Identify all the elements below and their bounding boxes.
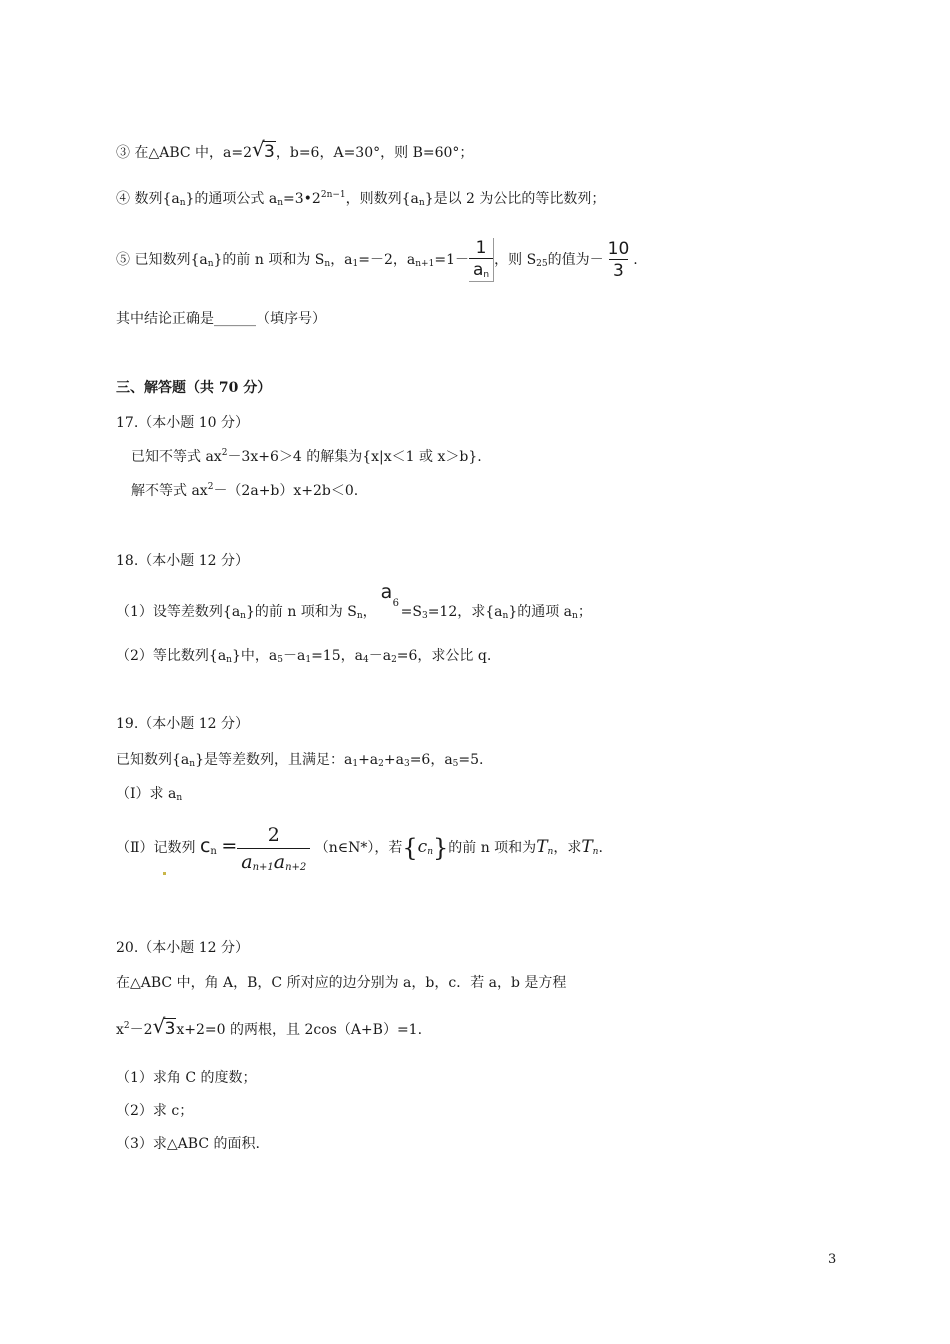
stray-mark — [163, 872, 166, 875]
q19-part-1: （Ⅰ）求 $a_n$ — [116, 786, 183, 803]
sqrt-3: √ 3 — [252, 137, 275, 162]
q18-header: 18.（本小题 12 分） — [116, 553, 249, 569]
q20-line-2: $x^2-2$ √ 3x+2=0 的两根，且 2cos（A+B）=1. — [116, 1014, 423, 1039]
sqrt-3: √ 3 — [152, 1014, 176, 1039]
conclusion-line: 其中结论正确是______（填序号） — [116, 311, 326, 327]
q17-header: 17.（本小题 10 分） — [116, 415, 249, 431]
page-number: 3 — [828, 1252, 837, 1267]
q20-header: 20.（本小题 12 分） — [116, 940, 249, 956]
fraction-2-over-an1an2: $\frac{2}{a_{n+1}a_{n+2}}$ — [237, 822, 310, 875]
item-3-label: ③ — [116, 145, 130, 161]
item-3: ③ 在△ABC 中，a=2 √ 3，b=6，A=30°，则 B=60°； — [116, 137, 474, 162]
item-5-label: ⑤ — [116, 252, 130, 268]
q18-part-2: （2）等比数列$\{a_n\}$中，$a_5-a_1=15$，$a_4-a_2=6$，求公比 q. — [116, 648, 492, 665]
q20-part-2: （2）求 c； — [116, 1103, 194, 1119]
fraction-10-over-3: $\frac{10}{3}$ — [607, 238, 630, 281]
fraction-1-over-an: $\frac{1}{a_n}$ — [469, 238, 494, 282]
q20-line-1: 在△ABC 中，角 A，B，C 所对应的边分别为 a，b，c．若 a，b 是方程 — [116, 975, 567, 991]
q17-line-2: 解不等式 $ax^2-(2a+b)x+2b<0$. — [131, 482, 359, 499]
item-5: ⑤ 已知数列$\{a_n\}$的前 n 项和为 $S_n$，$a_1=-2$，$a_{n+1}=1-$ $\frac{1}{a_n}$ ，则 $S_{25}$的值为－ $\frac{10}{3}$ . — [116, 238, 638, 281]
q19-header: 19.（本小题 12 分） — [116, 716, 249, 732]
q19-part-2: （Ⅱ）记数列 $c_n$ = $\frac{2}{a_{n+1}a_{n+2}}$ （n∈N*），若$\{c_n\}$的前 n 项和为$T_n$，求$T_n$. — [116, 823, 603, 873]
q19-line-1: 已知数列$\{a_n\}$是等差数列，且满足：$a_1+a_2+a_3=6$，$a_5=5$. — [116, 752, 484, 769]
item-4: ④ 数列$\{a_n\}$的通项公式 $a_n=3•2^{2n-1}$，则数列$\{a_n\}$是以 2 为公比的等比数列； — [116, 190, 606, 208]
section-title: 三、解答题（共 70 分） — [116, 380, 272, 396]
a6-symbol: a 6 — [380, 581, 400, 609]
item-4-label: ④ — [116, 191, 130, 207]
q20-part-1: （1）求角 C 的度数； — [116, 1070, 257, 1086]
q17-line-1: 已知不等式 $ax^2-3x+6>4$ 的解集为{x|x＜1 或 x＞b}. — [131, 448, 482, 465]
q20-part-3: （3）求△ABC 的面积. — [116, 1136, 260, 1152]
q18-part-1: （1）设等差数列$\{a_n\}$的前 n 项和为 $S_n$， a 6 $=S_3=12$，求$\{a_n\}$的通项 $a_n$； — [116, 581, 592, 621]
